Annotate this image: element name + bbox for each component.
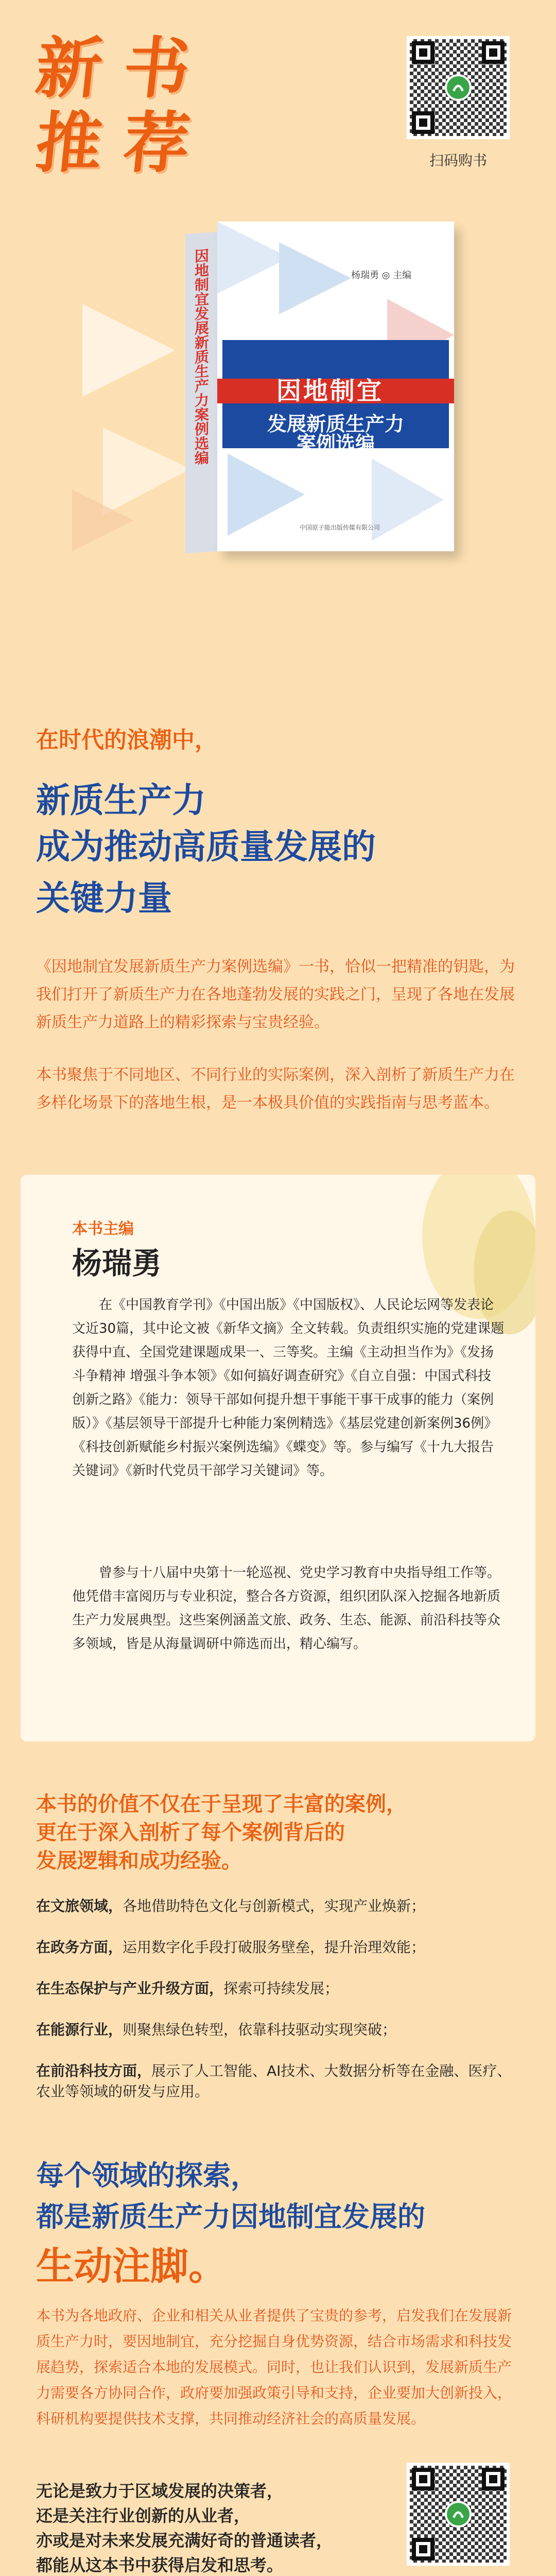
field-label: 在能源行业，	[36, 2021, 123, 2038]
field-label: 在前沿科技方面，	[36, 2062, 152, 2079]
intro-kicker: 在时代的浪潮中，	[36, 727, 217, 753]
title-char-3: 推	[32, 105, 109, 182]
exploration-line-3: 生动注脚。	[36, 2244, 227, 2289]
qr-caption-top: 扫码购书	[429, 152, 487, 169]
field-text: 展示了人工智能、AI技术、大数据分析等在金融、医疗、农业等领域的研发与应用。	[36, 2062, 512, 2100]
cover-subtitle-1: 发展新质生产力	[267, 413, 404, 435]
intro-headline-1: 新质生产力	[36, 781, 206, 820]
audience-line-3: 亦或是对未来发展充满好奇的普通读者，	[36, 2531, 333, 2550]
qr-eye-icon	[412, 41, 435, 64]
field-text: 则聚焦绿色转型，依靠科技驱动实现突破；	[123, 2021, 397, 2038]
title-char-4: 荐	[119, 105, 197, 182]
field-item	[36, 2061, 525, 2102]
qr-code-bottom[interactable]	[407, 2463, 510, 2566]
field-item	[36, 1978, 525, 1999]
qr-eye-icon	[482, 2468, 505, 2490]
value-headline-2: 更在于深入剖析了每个案例背后的	[36, 1821, 345, 1844]
cover-title: 因地制宜	[276, 377, 384, 405]
audience-line-4: 都能从这本书中获得启发和思考。	[36, 2555, 284, 2575]
field-text: 运用数字化手段打破服务壁垒，提升治理效能；	[123, 1939, 426, 1956]
editor-name: 杨瑞勇	[72, 1246, 162, 1281]
field-label: 在政务方面，	[36, 1939, 123, 1956]
editor-label: 本书主编	[72, 1220, 134, 1238]
editor-bio-1: 在《中国教育学刊》《中国出版》《中国版权》、人民论坛网等发表论文近30篇，其中论文被《新华文摘》全文转载。负责组织实施的党建课题获得中直、全国党建课题成果一、三等奖。主编《主动担当作为》《发扬斗争精神 增强斗争本领》《如何搞好调查研究》《自立自强：中国式科技创新之路》《能力：领导干部如何提升想干事能干事干成事的能力（案例版）》《基层领导干部提升七种能力案例精选》《基层党建创新案例36例》《科技创新赋能乡村振兴案例选编》《蝶变》等。参与编写《十九大报告关键词》《新时代党员干部学习关键词》等。	[72, 1297, 505, 1479]
exploration-paragraph: 本书为各地政府、企业和相关从业者提供了宝贵的参考，启发我们在发展新质生产力时，要因地制宜，充分挖掘自身优势资源，结合市场需求和科技发展趋势，探索适合本地的发展模式。同时，也让我们认识到，发展新质生产力需要各方协同合作，政府要加强政策引导和支持，企业要加大创新投入，科研机构要提供技术支撑，共同推动经济社会的高质量发展。	[36, 2307, 512, 2427]
cover-subtitle-2: 案例选编	[296, 432, 375, 455]
audience-line-2: 还是关注行业创新的从业者，	[36, 2506, 251, 2526]
field-item	[36, 1896, 525, 1917]
value-headline-1: 本书的价值不仅在于呈现了丰富的案例，	[36, 1792, 407, 1816]
cover-publisher: 中国原子能出版传媒有限公司	[300, 524, 380, 531]
book-front	[217, 222, 454, 551]
title-char-2: 书	[119, 30, 197, 107]
exploration-line-1: 每个领域的探索，	[36, 2159, 258, 2192]
intro-headline-3: 关键力量	[36, 878, 172, 918]
field-item	[36, 1937, 525, 1958]
qr-code-top[interactable]	[407, 36, 510, 139]
qr-eye-icon	[412, 2538, 435, 2561]
field-label: 在文旅领域，	[36, 1897, 123, 1914]
intro-paragraph-1: 《因地制宜发展新质生产力案例选编》一书，恰似一把精准的钥匙，为我们打开了新质生产力在各地蓬勃发展的实践之门，呈现了各地在发展新质生产力道路上的精彩探索与宝贵经验。	[36, 958, 515, 1031]
intro-headline-2: 成为推动高质量发展的	[36, 827, 376, 867]
exploration-line-2: 都是新质生产力因地制宜发展的	[36, 2200, 425, 2233]
editor-bio-2: 曾参与十八届中央第十一轮巡视、党史学习教育中央指导组工作等。他凭借丰富阅历与专业积淀，整合各方资源，组织团队深入挖掘各地新质生产力发展典型。这些案例涵盖文旅、政务、生态、能源、前沿科技等众多领域，皆是从海量调研中筛选而出，精心编写。	[72, 1565, 501, 1652]
field-text: 各地借助特色文化与创新模式，实现产业焕新；	[123, 1897, 426, 1914]
qr-eye-icon	[482, 41, 505, 64]
field-item	[36, 2020, 525, 2040]
field-label: 在生态保护与产业升级方面，	[36, 1980, 224, 1997]
title-char-1: 新	[32, 30, 109, 107]
intro-paragraph-2: 本书聚焦于不同地区、不同行业的实际案例，深入剖析了新质生产力在多样化场景下的落地生根，是一本极具价值的实践指南与思考蓝本。	[36, 1066, 515, 1112]
editor-card	[21, 1175, 535, 1741]
book-spine	[185, 232, 217, 553]
qr-eye-icon	[412, 2468, 435, 2490]
publisher-logo-icon	[445, 2501, 472, 2528]
spine-title: 因地制宜发展新质生产力案例选编	[193, 248, 210, 466]
book-editor: 杨瑞勇 ◎ 主编	[351, 270, 412, 281]
field-text: 探索可持续发展；	[223, 1980, 339, 1997]
publisher-logo-icon	[445, 74, 472, 101]
audience-line-1: 无论是致力于区域发展的决策者，	[36, 2481, 284, 2501]
value-headline-3: 发展逻辑和成功经验。	[36, 1849, 242, 1873]
qr-eye-icon	[412, 111, 435, 134]
book-cover-image	[185, 232, 520, 551]
